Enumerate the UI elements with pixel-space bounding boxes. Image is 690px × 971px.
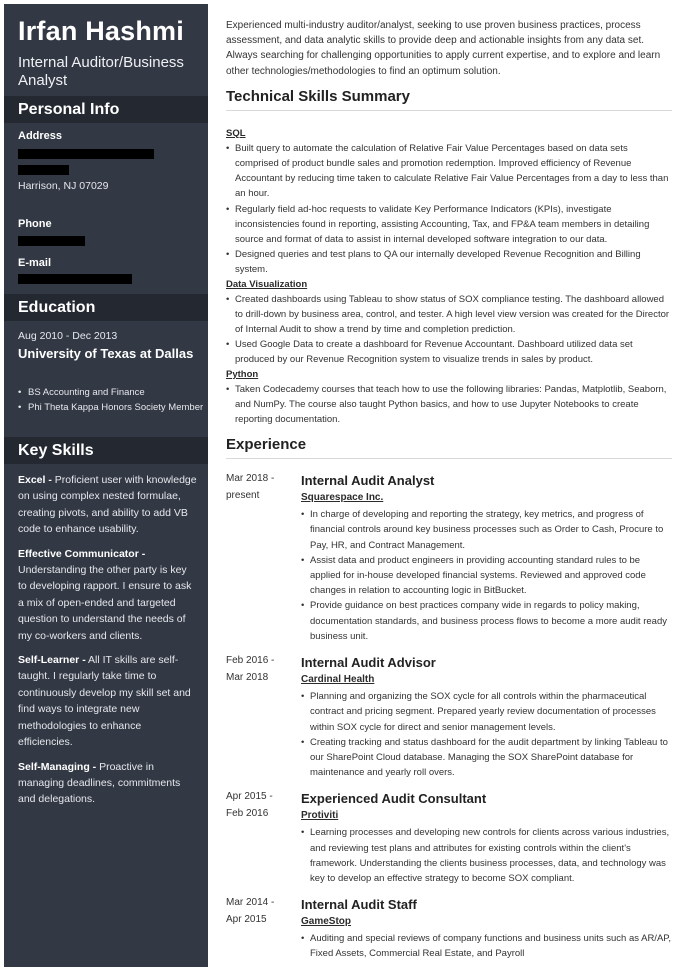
technical-skills-body — [226, 127, 672, 427]
technical-skills-heading: Technical Skills Summary — [226, 88, 672, 111]
bullet: • Built query to automate the calculation of Relative Fair Value Percentages based on data sets comprised of product bundle sales and promotion redemption. Improved efficiency of Revenue Accountant by reducing time taken to calculate Relative Fair Value Percentages from a day to less than an hour. — [226, 141, 672, 202]
job-bullets — [301, 689, 672, 780]
job-title: Internal Audit Staff — [301, 897, 417, 913]
job-dates — [226, 789, 301, 886]
education-heading: Education — [4, 294, 208, 321]
job-title: Internal Audit Advisor — [301, 655, 436, 671]
skill-name: Excel - — [18, 474, 52, 486]
education-dates: Aug 2010 - Dec 2013 — [18, 330, 118, 342]
skill-text: Proactive in managing deadlines, commitments and delegations. — [18, 760, 181, 806]
skill-category-title: Python — [226, 368, 259, 380]
redacted-address-line-1 — [18, 149, 154, 159]
job-start: Mar 2014 - — [226, 897, 275, 909]
experience-list — [226, 471, 672, 961]
job-bullets — [301, 825, 672, 886]
job-company: Squarespace Inc. — [301, 492, 384, 504]
experience-heading: Experience — [226, 436, 672, 459]
job-end: Apr 2015 — [226, 913, 267, 925]
bullet: • Planning and organizing the SOX cycle for all controls within the pharmaceutical contract and pricing segment. Prepared yearly review documentation of processes within SOX cycle for direct and senior management levels. — [301, 689, 672, 735]
phone-label: Phone — [18, 218, 52, 230]
bullet: • Regularly field ad-hoc requests to validate Key Performance Indicators (KPIs), investigate inconsistencies found in reporting, assisting Accounting, Tax, and FP&A team members in detailing source and format of data to assist in internal developed software integration to our data. — [226, 202, 672, 248]
address-city: Harrison, NJ 07029 — [18, 180, 109, 192]
skill-category-bullets — [226, 382, 672, 428]
sidebar — [4, 4, 208, 967]
key-skills-list — [18, 472, 198, 816]
skill-text: All IT skills are self-taught. I regularly take time to continuously develop my skill set and find ways to integrate new methodologies to enhance efficiencies. — [18, 654, 191, 749]
redacted-address-line-2 — [18, 165, 69, 175]
job-bullets — [301, 507, 672, 644]
job-dates — [226, 471, 301, 644]
redacted-email — [18, 274, 132, 284]
bullet: • Creating tracking and status dashboard for the audit department by linking Tableau to our SharePoint Cloud database. Managing the SOX SharePoint database for maintenance and yearly roll overs. — [301, 735, 672, 781]
bullet: • Designed queries and test plans to QA our internally developed Revenue Recognition and Billing system. — [226, 247, 672, 277]
main-content — [226, 18, 672, 971]
job-bullets — [301, 931, 672, 961]
job-dates — [226, 653, 301, 780]
job-entry — [226, 789, 672, 886]
bullet: • Created dashboards using Tableau to show status of SOX compliance testing. The dashboard allowed to drill-down by business area, control, and tester. A high level view version was created for the Director of Internal Audit to show a trend by time and completion prediction. — [226, 292, 672, 338]
skill-category-bullets — [226, 292, 672, 368]
redacted-phone — [18, 236, 85, 246]
education-item: • BS Accounting and Finance — [18, 385, 204, 400]
job-title: Experienced Audit Consultant — [301, 791, 487, 807]
job-start: Mar 2018 - — [226, 473, 275, 485]
email-label: E-mail — [18, 257, 52, 269]
job-info — [301, 471, 672, 644]
bullet: • Auditing and special reviews of company functions and business units such as AR/AP, Fixed Assets, Commercial Real Estate, and Payroll — [301, 931, 672, 961]
skill-category-title: Data Visualization — [226, 278, 308, 290]
bullet: • Learning processes and developing new controls for clients across various industries, and reviewing test plans and attributes for existing controls within the client's framework. Understanding the clients business processes, data, and technology was key to develop an effective strategy to become SOX compliant. — [301, 825, 672, 886]
bullet: • Taken Codecademy courses that teach how to use the following libraries: Pandas, Matplotlib, Seaborn, and NumPy. The course also taught Python basics, and how to use Jupyter Notebooks to create reporting documentation. — [226, 382, 672, 428]
bullet: • Assist data and product engineers in providing accounting standard rules to be applied for in-house developed financial systems. Reviewed and approved code changes in relation to accounting logic in BitBucket. — [301, 553, 672, 599]
skill-item — [18, 546, 198, 644]
skill-category-bullets — [226, 141, 672, 278]
skill-name: Self-Learner - — [18, 654, 86, 667]
job-start: Apr 2015 - — [226, 791, 273, 803]
job-dates — [226, 895, 301, 961]
skill-text: Proficient user with knowledge on using complex nested formulae, creating pivots, and ability to add VB code to enhance usability. — [18, 474, 197, 536]
job-end: Mar 2018 — [226, 671, 269, 683]
job-info — [301, 895, 672, 961]
skill-name: Self-Managing - — [18, 760, 97, 773]
key-skills-heading: Key Skills — [4, 437, 208, 464]
skill-category-title: SQL — [226, 127, 246, 139]
candidate-name: Irfan Hashmi — [18, 16, 184, 46]
job-company: Cardinal Health — [301, 674, 375, 686]
skill-text: Understanding the other party is key to developing rapport. I ensure to ask a mix of open-ended and targeted question to understand the needs of my co-workers and clients. — [18, 564, 192, 642]
job-entry — [226, 653, 672, 780]
skill-item — [18, 759, 198, 808]
personal-info-heading: Personal Info — [4, 96, 208, 123]
skill-item — [18, 652, 198, 750]
education-school: University of Texas at Dallas — [18, 346, 194, 361]
skill-item — [18, 472, 198, 538]
job-info — [301, 653, 672, 780]
job-start: Feb 2016 - — [226, 655, 275, 667]
job-company: Protiviti — [301, 810, 339, 822]
job-end: present — [226, 489, 260, 501]
bullet: • Provide guidance on best practices company wide in regards to policy making, documentation standards, and business process flows to become a more audit ready business unit. — [301, 598, 672, 644]
job-title: Internal Audit Analyst — [301, 473, 435, 489]
job-entry — [226, 471, 672, 644]
summary: Experienced multi-industry auditor/analyst, seeking to use proven business practices, process assessment, and data analytic skills to provide deep and actionable insights from any data set. Always searching for challenging opportunities to apply current expertise, and to explore and learn other technologies/methodologies to find an optimum solution. — [226, 20, 661, 77]
bullet: • Used Google Data to create a dashboard for Revenue Accountant. Dashboard utilized data set produced by our Revenue Recognition system to visualize trends in sales by product. — [226, 337, 672, 367]
job-info — [301, 789, 672, 886]
candidate-role: Internal Auditor/Business Analyst — [18, 54, 184, 89]
job-company: GameStop — [301, 916, 352, 928]
job-entry — [226, 895, 672, 961]
education-item: • Phi Theta Kappa Honors Society Member — [18, 400, 204, 415]
skill-name: Effective Communicator - — [18, 547, 146, 560]
address-label: Address — [18, 130, 63, 142]
education-list — [18, 385, 204, 415]
bullet: • In charge of developing and reporting the strategy, key metrics, and progress of financial controls around key business processes such as Order to Cash, Procure to Pay, HR, and Contract Management. — [301, 507, 672, 553]
job-end: Feb 2016 — [226, 807, 269, 819]
